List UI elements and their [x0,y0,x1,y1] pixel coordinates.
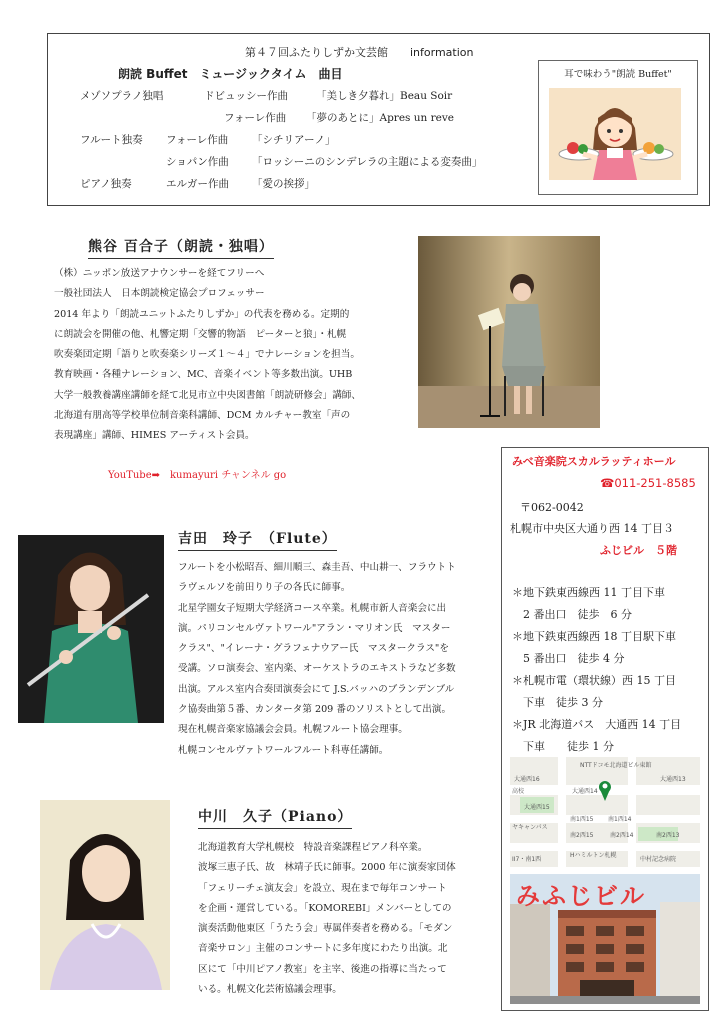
program-category: ピアノ独奏 [80,178,132,190]
venue-name: みべ音楽院スカルラッティホール [512,455,676,468]
bio-line: 表現講座」講師、HIMES アーティスト会員。 [54,430,255,442]
bio-line: 北星学園女子短期大学経済コース卒業。札幌市新人音楽会に出 [178,602,447,614]
access-line: ＊札幌市電（環状線）西 15 丁目 [512,674,676,687]
bio-line: 教育映画・各種ナレーション、MC、音楽イベント等多数出演。UHB [54,369,353,381]
bio-line: 現在札幌音楽家協議会会員。札幌フルート協会理事。 [178,724,408,736]
map-label: 大通西15 [524,804,550,811]
bio-line: 受講。ソロ演奏会、室内楽、オーケストラのエキストラなど多数 [178,663,456,675]
event-title: 第４７回ふたりしずか文芸館 [245,46,388,59]
venue-access [512,582,681,758]
program-title: 朗読 Buffet ミュージックタイム 曲目 [118,67,343,81]
venue-map[interactable] [510,757,700,867]
map-label: NTTドコモ北海道ビル東館 [580,762,652,769]
bio-line: 北海道有朋高等学校単位制音楽科講師、DCM カルチャー教室「声の [54,410,351,422]
venue-phone[interactable]: ☎011-251-8585 [600,476,696,490]
map-label: II7・南1西 [512,856,542,863]
program-category: フルート独奏 [80,134,143,146]
performer-bio [178,558,456,761]
program-composer: ショパン作曲 [166,156,229,168]
program-composer: エルガー作曲 [166,178,229,190]
bio-line: 札幌コンセルヴァトワールフルート科専任講師。 [178,744,389,756]
access-line: 5 番出口 徒歩 4 分 [512,652,625,665]
access-line: 下車 徒歩 3 分 [512,696,603,709]
program-composer: ドビュッシー作曲 [204,90,288,102]
performer-name: 吉田 玲子 （Flute） [178,528,337,551]
bio-line: （株）ニッポン放送アナウンサーを経てフリーへ [54,268,265,279]
bio-line: いる。札幌文化芸術協議会理事。 [198,984,342,996]
bio-line: 波塚三恵子氏、故 林靖子氏に師事。2000 年に演奏家団体 [198,862,456,874]
program-piece: 「シチリアーノ」 [252,134,336,146]
bio-line: 2014 年より「朗読ユニットふたりしずか」の代表を務める。定期的 [54,308,350,320]
map-label: ヤキャンパス [512,824,548,831]
performer-bio [198,838,456,1000]
bio-line: 吹奏楽団定期「語りと吹奏楽シリーズ１～４」でナレーションを担当。 [54,349,360,361]
map-label: 高校 [512,788,525,795]
venue-building: ふじビル ５階 [600,544,677,557]
youtube-link[interactable]: YouTube➡ kumayuri チャンネル go [108,470,287,481]
map-label: 南1西14 [608,816,632,823]
program-piece: 「ロッシーニのシンデレラの主題による変奏曲」 [252,156,483,168]
map-label: 中村記念病院 [640,856,677,863]
map-label: 大通西13 [660,776,686,783]
bio-line: 北海道教育大学札幌校 特設音楽課程ピアノ科卒業。 [198,842,428,853]
map-label: 南2西15 [570,832,594,839]
girl-with-food-illustration [549,88,681,180]
bio-line: 区にて「中川ピアノ教室」を主宰、後進の指導に当たって [198,963,447,975]
map-label: 南2西13 [656,832,680,839]
building-sign: みふじビル [516,882,646,910]
bio-line: 音楽サロン」主催のコンサートに多年度にわたり出演。北 [198,943,448,955]
map-label: 南2西14 [610,832,634,839]
bio-line: 一般社団法人 日本朗読検定協会プロフェッサー [54,288,265,300]
bio-line: に朗読会を開催の他、札響定期「交響的物語 ピーターと狼」・札幌 [54,328,347,340]
map-label: 大通西14 [572,788,598,795]
info-label: information [410,46,474,59]
performer-name: 熊谷 百合子（朗読・独唱） [88,236,274,259]
access-line: ＊地下鉄東西線西 11 丁目下車 [512,586,665,599]
info-header [245,44,474,60]
bio-line: を企画・運営している。「KOMOREBI」メンバーとしての [198,902,452,914]
venue-address: 札幌市中央区大通り西 14 丁目３ [510,522,674,535]
program-piece: 「愛の挨拶」 [252,178,315,190]
venue-postal: 〒062-0042 [520,501,584,514]
map-label: Hハミルトン札幌 [570,852,617,859]
map-label: 南1西15 [570,816,594,823]
kumagai-photo [418,236,600,428]
access-line: 2 番出口 徒歩 6 分 [512,608,632,621]
program-category: メゾソプラノ独唱 [80,90,164,102]
bio-line: ラヴェルソを前田りり子の各氏に師事。 [178,582,351,594]
access-line: ＊地下鉄東西線西 18 丁目駅下車 [512,630,676,643]
bio-line: 大学一般教養講座講師を経て北見市立中央図書館「朗読研修会」講師、 [54,389,361,401]
nakagawa-photo [40,800,170,990]
program-piece: 「夢のあとに」Apres un reve [306,112,455,124]
access-line: ＊JR 北海道バス 大通西 14 丁目 [512,718,682,731]
bio-line: クラス"、"イレーナ・グラフェナウアー氏 マスタークラス"を [178,643,449,655]
yoshida-photo [18,535,164,723]
program-composer: フォーレ作曲 [224,112,287,124]
access-line: 下車 徒歩 1 分 [512,740,614,753]
bio-line: フルートを小松昭吾、細川順三、森圭吾、中山耕一、フラウトト [178,562,456,573]
program-piece: 「美しき夕暮れ」Beau Soir [316,90,453,102]
bio-line: ク協奏曲第５番、カンタータ第 209 番のソリストとして出演。 [178,704,452,716]
bio-line: 演奏活動他東区「うたう会」専属伴奏者を務める。「モダン [198,923,453,935]
performer-name: 中川 久子（Piano） [198,806,352,829]
buffet-caption: 耳で味わう"朗読 Buffet" [564,69,672,80]
map-label: 大通西16 [514,776,540,783]
program-composer: フォーレ作曲 [166,134,229,146]
bio-line: 演。パリコンセルヴァトワール"アラン・マリオン氏 マスター [178,622,451,634]
bio-line: 出演。アルス室内合奏団演奏会にて J.S.バッハのブランデンブル [178,683,455,695]
performer-bio [54,264,361,447]
bio-line: 「フェリーチェ演友会」を設立、現在まで毎年コンサート [198,882,447,894]
